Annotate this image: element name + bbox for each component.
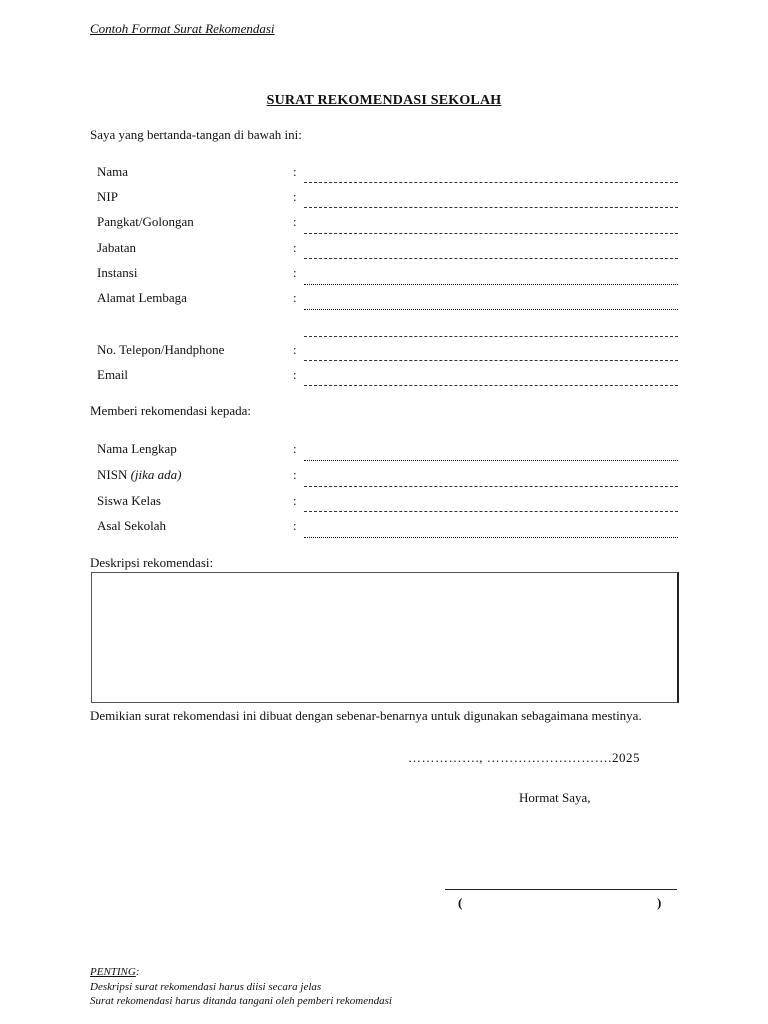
date-line: ……………., ……………………….2025 — [408, 750, 640, 765]
field-label-nisn — [97, 467, 182, 483]
regards-text: Hormat Saya, — [519, 790, 591, 805]
fill-line-nama[interactable] — [304, 182, 678, 183]
note-heading-colon: : — [135, 966, 140, 978]
fill-line-sekolah[interactable] — [304, 537, 678, 538]
fill-line-nip[interactable] — [304, 207, 678, 208]
colon: : — [293, 493, 297, 508]
colon: : — [293, 518, 297, 533]
field-label-pangkat: Pangkat/Golongan — [97, 214, 194, 229]
fill-line-jabatan[interactable] — [304, 258, 678, 259]
intro-text: Saya yang bertanda-tangan di bawah ini: — [90, 127, 302, 142]
fill-line-pangkat[interactable] — [304, 233, 678, 234]
signature-paren-close: ) — [657, 895, 662, 910]
colon: : — [293, 342, 297, 357]
colon: : — [293, 164, 297, 179]
colon: : — [293, 189, 297, 204]
nisn-label: NISN — [97, 467, 131, 482]
fill-line-telepon[interactable] — [304, 360, 678, 361]
note-heading — [90, 966, 140, 978]
colon: : — [293, 265, 297, 280]
note-item: Deskripsi surat rekomendasi harus diisi secara jelas — [90, 981, 322, 993]
field-label-sekolah: Asal Sekolah — [97, 518, 166, 533]
field-label-kelas: Siswa Kelas — [97, 493, 161, 508]
field-label-jabatan: Jabatan — [97, 240, 136, 255]
fill-line-nisn[interactable] — [304, 486, 678, 487]
note-heading-text: PENTING — [90, 966, 136, 978]
colon: : — [293, 240, 297, 255]
fill-line-kelas[interactable] — [304, 511, 678, 512]
description-label: Deskripsi rekomendasi: — [90, 555, 214, 570]
page-title: SURAT REKOMENDASI SEKOLAH — [266, 93, 502, 108]
colon: : — [293, 290, 297, 305]
field-label-nama: Nama — [97, 164, 129, 179]
field-label-nip: NIP — [97, 189, 118, 204]
note-item: Surat rekomendasi harus ditanda tangani oleh pemberi rekomendasi — [90, 995, 392, 1007]
recipient-intro: Memberi rekomendasi kepada: — [90, 403, 251, 418]
field-label-telepon: No. Telepon/Handphone — [97, 342, 225, 357]
field-label-instansi: Instansi — [97, 265, 138, 280]
fill-line-email[interactable] — [304, 385, 678, 386]
fill-line-instansi[interactable] — [304, 284, 678, 285]
colon: : — [293, 214, 297, 229]
header-note: Contoh Format Surat Rekomendasi — [90, 21, 275, 36]
description-box[interactable] — [91, 572, 679, 703]
field-label-email: Email — [97, 367, 129, 382]
signature-paren-open: ( — [458, 895, 463, 910]
colon: : — [293, 441, 297, 456]
fill-line-alamat-2[interactable] — [304, 336, 678, 337]
closing-statement: Demikian surat rekomendasi ini dibuat dengan sebenar-benarnya untuk digunakan sebagaimana mestinya. — [90, 708, 642, 723]
fill-line-alamat-1[interactable] — [304, 309, 678, 310]
colon: : — [293, 467, 297, 482]
nisn-note: (jika ada) — [130, 467, 182, 482]
field-label-nama-lengkap: Nama Lengkap — [97, 441, 177, 456]
signature-line[interactable] — [445, 889, 677, 890]
field-label-alamat: Alamat Lembaga — [97, 290, 187, 305]
colon: : — [293, 367, 297, 382]
fill-line-nama-lengkap[interactable] — [304, 460, 678, 461]
